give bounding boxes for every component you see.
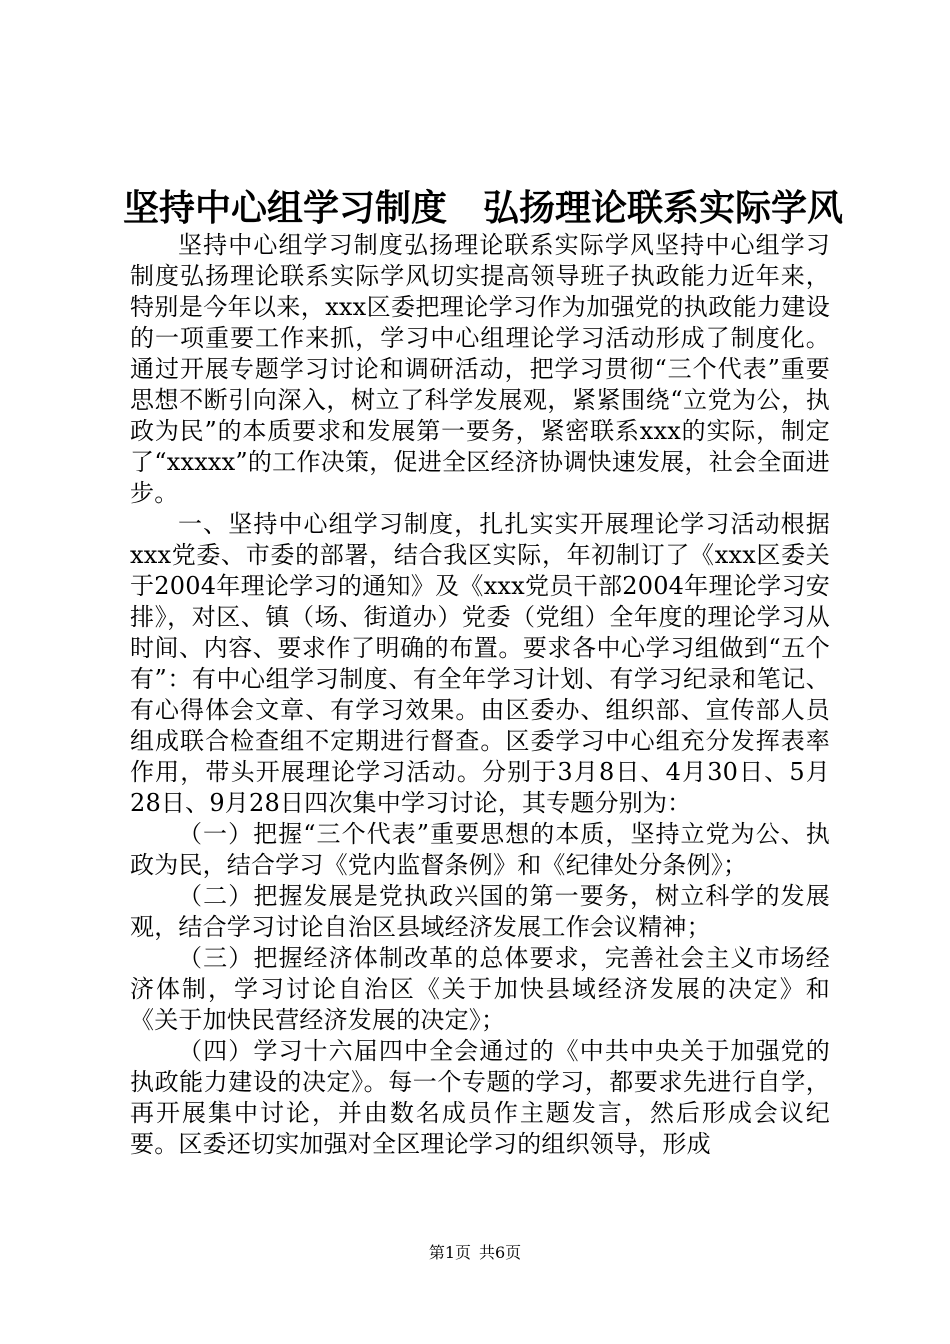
title-part-1: 坚持中心组学习制度 [122, 188, 447, 229]
page-footer [0, 1242, 950, 1264]
document-title [118, 184, 848, 234]
paragraph-topic-1: （一）把握“三个代表”重要思想的本质，坚持立党为公、执政为民，结合学习《党内监督条例》和《纪律处分条例》； [130, 820, 830, 879]
paragraph-topic-2: （二）把握发展是党执政兴国的第一要务，树立科学的发展观，结合学习讨论自治区县域经济发展工作会议精神； [130, 882, 830, 941]
paragraph-topic-3: （三）把握经济体制改革的总体要求，完善社会主义市场经济体制，学习讨论自治区《关于加快县域经济发展的决定》和《关于加快民营经济发展的决定》； [130, 944, 830, 1034]
page-number: 第1页 [428, 1243, 471, 1262]
document-body [130, 230, 830, 1160]
title-part-2: 弘扬理论联系实际学风 [483, 188, 844, 229]
paragraph-intro: 坚持中心组学习制度弘扬理论联系实际学风坚持中心组学习制度弘扬理论联系实际学风切实提高领导班子执政能力近年来，特别是今年以来，xxx区委把理论学习作为加强党的执政能力建设的一项重要工作来抓，学习中心组理论学习活动形成了制度化。通过开展专题学习讨论和调研活动，把学习贯彻“三个代表”重要思想不断引向深入，树立了科学发展观，紧紧围绕“立党为公，执政为民”的本质要求和发展第一要务，紧密联系xxx的实际，制定了“xxxxx”的工作决策，促进全区经济协调快速发展，社会全面进步。 [130, 231, 830, 507]
page-total: 共6页 [479, 1243, 522, 1262]
paragraph-topic-4: （四）学习十六届四中全会通过的《中共中央关于加强党的执政能力建设的决定》。每一个专题的学习，都要求先进行自学，再开展集中讨论，并由数名成员作主题发言，然后形成会议纪要。区委还切实加强对全区理论学习的组织领导，形成 [130, 1037, 830, 1158]
paragraph-section-1: 一、坚持中心组学习制度，扎扎实实开展理论学习活动根据xxx党委、市委的部署，结合我区实际，年初制订了《xxx区委关于2004年理论学习的通知》及《xxx党员干部2004年理论学习安排》，对区、镇（场、街道办）党委（党组）全年度的理论学习从时间、内容、要求作了明确的布置。要求各中心学习组做到“五个有”：有中心组学习制度、有全年学习计划、有学习纪录和笔记、有心得体会文章、有学习效果。由区委办、组织部、宣传部人员组成联合检查组不定期进行督查。区委学习中心组充分发挥表率作用，带头开展理论学习活动。分别于3月8日、4月30日、5月28日、9月28日四次集中学习讨论，其专题分别为： [130, 510, 830, 817]
